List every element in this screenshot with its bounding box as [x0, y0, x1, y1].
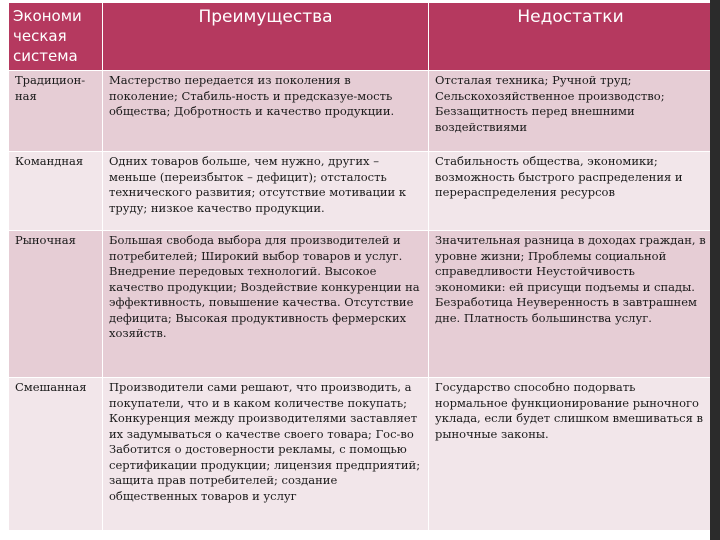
cell-system: Традицион-ная [9, 71, 103, 152]
cell-advantages: Одних товаров больше, чем нужно, других – меньше (переизбыток – дефицит); отсталость технического развития; отсутствие мотивации к труду; низкое качество продукции. [103, 152, 429, 231]
economic-systems-table [8, 2, 713, 531]
cell-disadvantages: Значительная разница в доходах граждан, в уровне жизни; Проблемы социальной справедливости Неустойчивость экономики: ей присущи подъемы и спады. Безработица Неуверенность в завтрашнем дне. Платность большинства услуг. [429, 231, 713, 378]
table-row-command [9, 152, 713, 231]
header-advantages: Преимущества [103, 3, 429, 71]
table-row-market [9, 231, 713, 378]
header-system: Экономи ческая система [9, 3, 103, 71]
cell-system: Смешанная [9, 378, 103, 531]
cell-disadvantages: Государство способно подорвать нормальное функционирование рыночного уклада, если будет слишком вмешиваться в рыночные законы. [429, 378, 713, 531]
cell-disadvantages: Стабильность общества, экономики; возможность быстрого распределения и перераспределения ресурсов [429, 152, 713, 231]
slide-side-bar [710, 0, 720, 540]
table-row-mixed [9, 378, 713, 531]
cell-system: Командная [9, 152, 103, 231]
table-row-traditional [9, 71, 713, 152]
header-disadvantages: Недостатки [429, 3, 713, 71]
cell-advantages: Производители сами решают, что производить, а покупатели, что и в каком количестве покупать; Конкуренция между производителями заставляет их задумываться о качестве своего товара; Гос-во Заботится о достоверности рекламы, с помощью сертификации продукции; лицензия предприятий; защита прав потребителей; создание общественных товаров и услуг [103, 378, 429, 531]
cell-system: Рыночная [9, 231, 103, 378]
cell-disadvantages: Отсталая техника; Ручной труд; Сельскохозяйственное производство; Беззащитность перед внешними воздействиями [429, 71, 713, 152]
table-header-row [9, 3, 713, 71]
cell-advantages: Большая свобода выбора для производителей и потребителей; Широкий выбор товаров и услуг. Внедрение передовых технологий. Высокое качество продукции; Воздействие конкуренции на эффективность, повышение качества. Отсутствие дефицита; Высокая продуктивность фермерских хозяйств. [103, 231, 429, 378]
cell-advantages: Мастерство передается из поколения в поколение; Стабиль-ность и предсказуе-мость общества; Добротность и качество продукции. [103, 71, 429, 152]
